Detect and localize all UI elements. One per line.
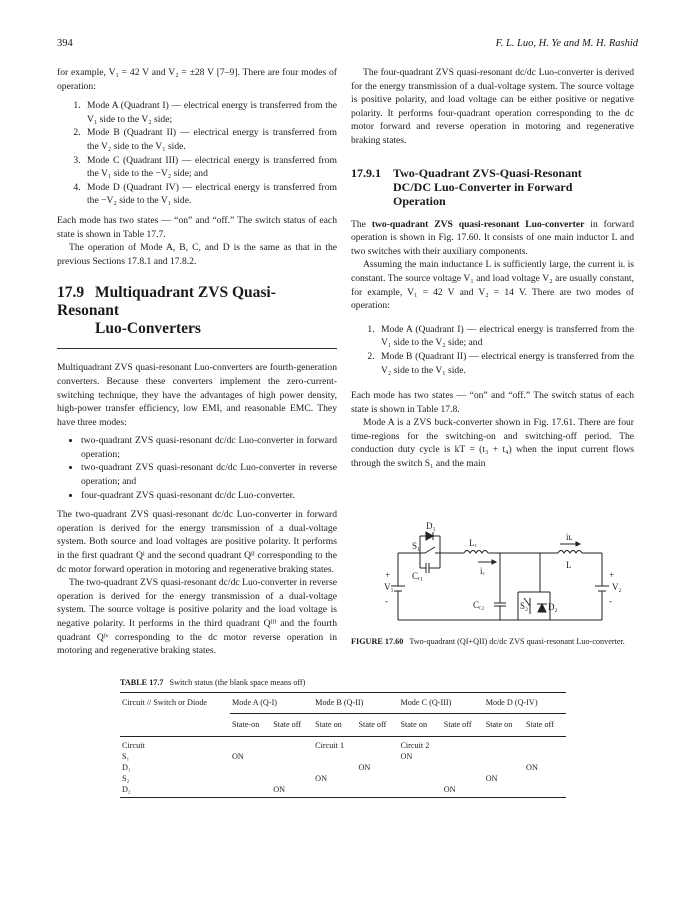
table-cell: ON [358,763,371,772]
table-cell: ON [400,752,413,761]
table-cell [442,751,484,762]
table-cell [271,751,313,762]
table-cell: ON [443,785,456,794]
left-paragraph-5: The two-quadrant ZVS quasi-resonant dc/dc Luo-converter in forward operation is derived for the energy transmission of a dual-voltage system. Both source and load voltages are positive polarity. It performs in the first quadrant Qᴵ and the second quadrant Qᴵᴵ corresponding to the dc motor forward operation in motoring and regenerative braking states. [57,509,337,575]
row-label: Circuit [122,741,145,750]
table-row [120,762,566,773]
table-subheader-row [120,715,566,736]
list-item: 1. Mode A (Quadrant I) — electrical energy is transferred from the V₁ side to the V₂ side; and [377,323,634,350]
mode-header: Mode B (Q-II) [315,698,364,707]
table-body [120,737,566,795]
p2-bold-term: two-quadrant ZVS quasi-resonant Luo-converter [371,218,585,230]
table-cell: Circuit 2 [400,741,430,750]
table-cell [230,762,271,773]
table-cell [398,773,441,784]
right-mode-list [351,323,634,377]
table-row [120,784,566,795]
label-il: iʟ [566,532,573,542]
list-item: • two-quadrant ZVS quasi-resonant dc/dc Luo-converter in reverse operation; and [81,461,337,488]
table-cell: Circuit 1 [315,741,345,750]
table-cell [271,762,313,773]
mode-header: Mode C (Q-III) [400,698,452,707]
list-item: • two-quadrant ZVS quasi-resonant dc/dc Luo-converter in forward operation; [81,434,337,461]
state-subheader: State off [443,720,472,729]
table-cell [442,762,484,773]
running-header: F. L. Luo, H. Ye and M. H. Rashid [495,38,638,49]
circuit-diagram [380,518,630,628]
table-caption-text: Switch status (the blank space means off) [169,678,306,687]
row-label: S₂ [122,774,130,783]
table-cell [357,737,399,751]
p2-pre: The [351,218,372,230]
left-paragraph-2: Each mode has two states — “on” and “off.” The switch status of each state is shown in Table 17.7. [57,214,337,240]
state-subheader: State on [485,720,513,729]
table-cell [271,773,313,784]
left-paragraph-3: The operation of Mode A, B, C, and D is the same as that in the previous Sections 17.8.1 and 17.8.2. [57,242,337,267]
subsection-heading [351,166,634,208]
figure-caption [351,636,635,647]
page-number: 394 [57,38,73,49]
right-paragraph-4: Each mode has two states — “on” and “off.” The switch status of each state is shown in Table 17.8. [351,390,634,415]
table-cell [524,751,566,762]
state-subheader: State on [400,720,428,729]
list-item: • four-quadrant ZVS quasi-resonant dc/dc Luo-converter. [81,489,337,503]
table-caption-label: TABLE 17.7 [120,678,164,687]
mode-header: Mode A (Q-I) [232,698,278,707]
right-paragraph-5: Mode A is a ZVS buck-converter shown in Fig. 17.61. There are four time-regions for the switching-on and switching-off period. The conduction duty cycle is kT = (t₃ + t₄) when the input current flows through the switch S₁ and the main [351,417,634,470]
section-title-line-2: Luo-Converters [95,320,201,338]
table-cell [313,762,356,773]
table-cell [398,784,441,795]
right-paragraph-2 [351,218,634,259]
label-cr2: Cᵣ₂ [473,600,485,610]
state-subheader: State on [315,720,342,729]
label-ir: iᵣ [480,566,485,576]
state-subheader: State off [526,720,554,729]
table-cell [230,773,271,784]
table-cell [484,784,524,795]
table-cell [357,784,399,795]
mode-header: Mode D (Q-IV) [485,698,538,707]
row-label: D₂ [122,785,131,794]
table-cell: ON [526,763,538,772]
table-cell [271,737,313,751]
table-row [120,751,566,762]
table-cell [524,784,566,795]
label-d2: D₂ [548,602,558,612]
figure-caption-label: FIGURE 17.60 [351,637,404,646]
label-plus-right: + [609,570,615,580]
subsection-title-line-3: Operation [393,193,446,208]
row-label: S₁ [122,752,130,761]
table-cell [357,751,399,762]
right-column [351,66,634,471]
label-v1: V₁ [384,582,394,592]
table-cell [484,762,524,773]
section-title-line-1: Multiquadrant ZVS Quasi-Resonant [57,284,276,320]
table-cell [442,737,484,751]
table-row [120,737,566,751]
table-corner-header: Circuit // Switch or Diode [122,698,208,707]
switch-status-table [120,692,566,798]
label-cr1: Cᵣ₁ [412,571,424,581]
list-item: 2. Mode B (Quadrant II) — electrical energy is transferred from the V₂ side to the V₁ side. [83,126,337,153]
list-item: 3. Mode C (Quadrant III) — electrical energy is transferred from the V₁ side to the −V₂ side; and [83,154,337,181]
state-subheader: State off [358,720,387,729]
row-label: D₁ [122,763,131,772]
table-header-row [120,693,566,713]
label-v2: V₂ [612,582,622,592]
label-minus-right: - [609,596,612,606]
section-rule [57,348,337,349]
label-plus-left: + [385,570,391,580]
table-cell [524,737,566,751]
label-s2: S₂ [520,601,529,611]
section-heading [57,284,337,338]
table-row [120,773,566,784]
left-paragraph-6: The two-quadrant ZVS quasi-resonant dc/dc Luo-converter in reverse operation is derived for the energy transmission of a dual-voltage system. The source voltage is positive polarity and the load voltage is negative polarity. It performs in the third quadrant Qᴵᴵᴵ and the fourth quadrant Qᴵᵛ corresponding to the dc motor reverse operation in motoring and regenerative braking states. [57,577,337,657]
table-cell: ON [232,752,244,761]
list-item: 4. Mode D (Quadrant IV) — electrical energy is transferred from the −V₂ side to the V₁ side. [83,181,337,208]
table-cell [230,784,271,795]
left-paragraph-4: Multiquadrant ZVS quasi-resonant Luo-converters are fourth-generation converters. Because these converters implement the zero-current-switching technique, they have the advantages of high power density, high-power transfer efficiency, low EMI, and reasonable EMC. They have three modes: [57,362,337,428]
label-s1: S₁ [412,541,421,551]
subsection-title-line-2: DC/DC Luo-Converter in Forward [393,179,573,194]
left-mode-list [57,99,337,208]
table-cell [484,751,524,762]
label-l: L [566,560,572,570]
table-cell [357,773,399,784]
table-cell [442,773,484,784]
list-item: 2. Mode B (Quadrant II) — electrical energy is transferred from the V₂ side to the V₁ side. [377,350,634,377]
table-cell [484,737,524,751]
left-paragraph-1: for example, V₁ = 42 V and V₂ = ±28 V [7–9]. There are four modes of operation: [57,67,337,92]
table-cell [313,784,356,795]
table-cell [524,773,566,784]
modes-bullet-list [57,434,337,502]
right-paragraph-3: Assuming the main inductance L is sufficiently large, the current iʟ is constant. The source voltage V₁ and load voltage V₂ are usually constant, for example, V₁ = 42 V and V₂ = 14 V. There are two modes of operation: [351,259,634,312]
table-cell [313,751,356,762]
label-d1: D₁ [426,521,436,531]
p2-post: in forward operation is shown in Fig. 17.60. It consists of one main inductor L and two switches with their auxiliary components. [351,218,634,257]
state-subheader: State-on [232,720,260,729]
label-minus-left: - [385,596,388,606]
table-cell: ON [485,774,498,783]
subsection-title-line-1: Two-Quadrant ZVS-Quasi-Resonant [393,165,582,180]
section-number: 17.9 [57,284,85,302]
table-cell: ON [273,785,286,794]
left-column [57,66,337,658]
state-subheader: State off [273,720,302,729]
right-paragraph-1: The four-quadrant ZVS quasi-resonant dc/dc Luo-converter is derived for the energy transmission of a dual-voltage system. The source voltage is positive polarity, and load voltage can be either positive or negative polarity. It performs four-quadrant operation corresponding to the dc motor forward and reverse operation in motoring and regenerative braking states. [351,67,634,146]
table-cell [230,737,271,751]
list-item: 1. Mode A (Quadrant I) — electrical energy is transferred from the V₁ side to the V₂ side; [83,99,337,126]
subsection-number: 17.9.1 [351,165,381,180]
table-cell: ON [315,774,327,783]
figure-caption-text: Two-quadrant (QI+QII) dc/dc ZVS quasi-resonant Luo-converter. [409,637,625,646]
table-caption [120,678,305,687]
table-cell [398,762,441,773]
label-lr: Lᵣ [469,538,477,548]
